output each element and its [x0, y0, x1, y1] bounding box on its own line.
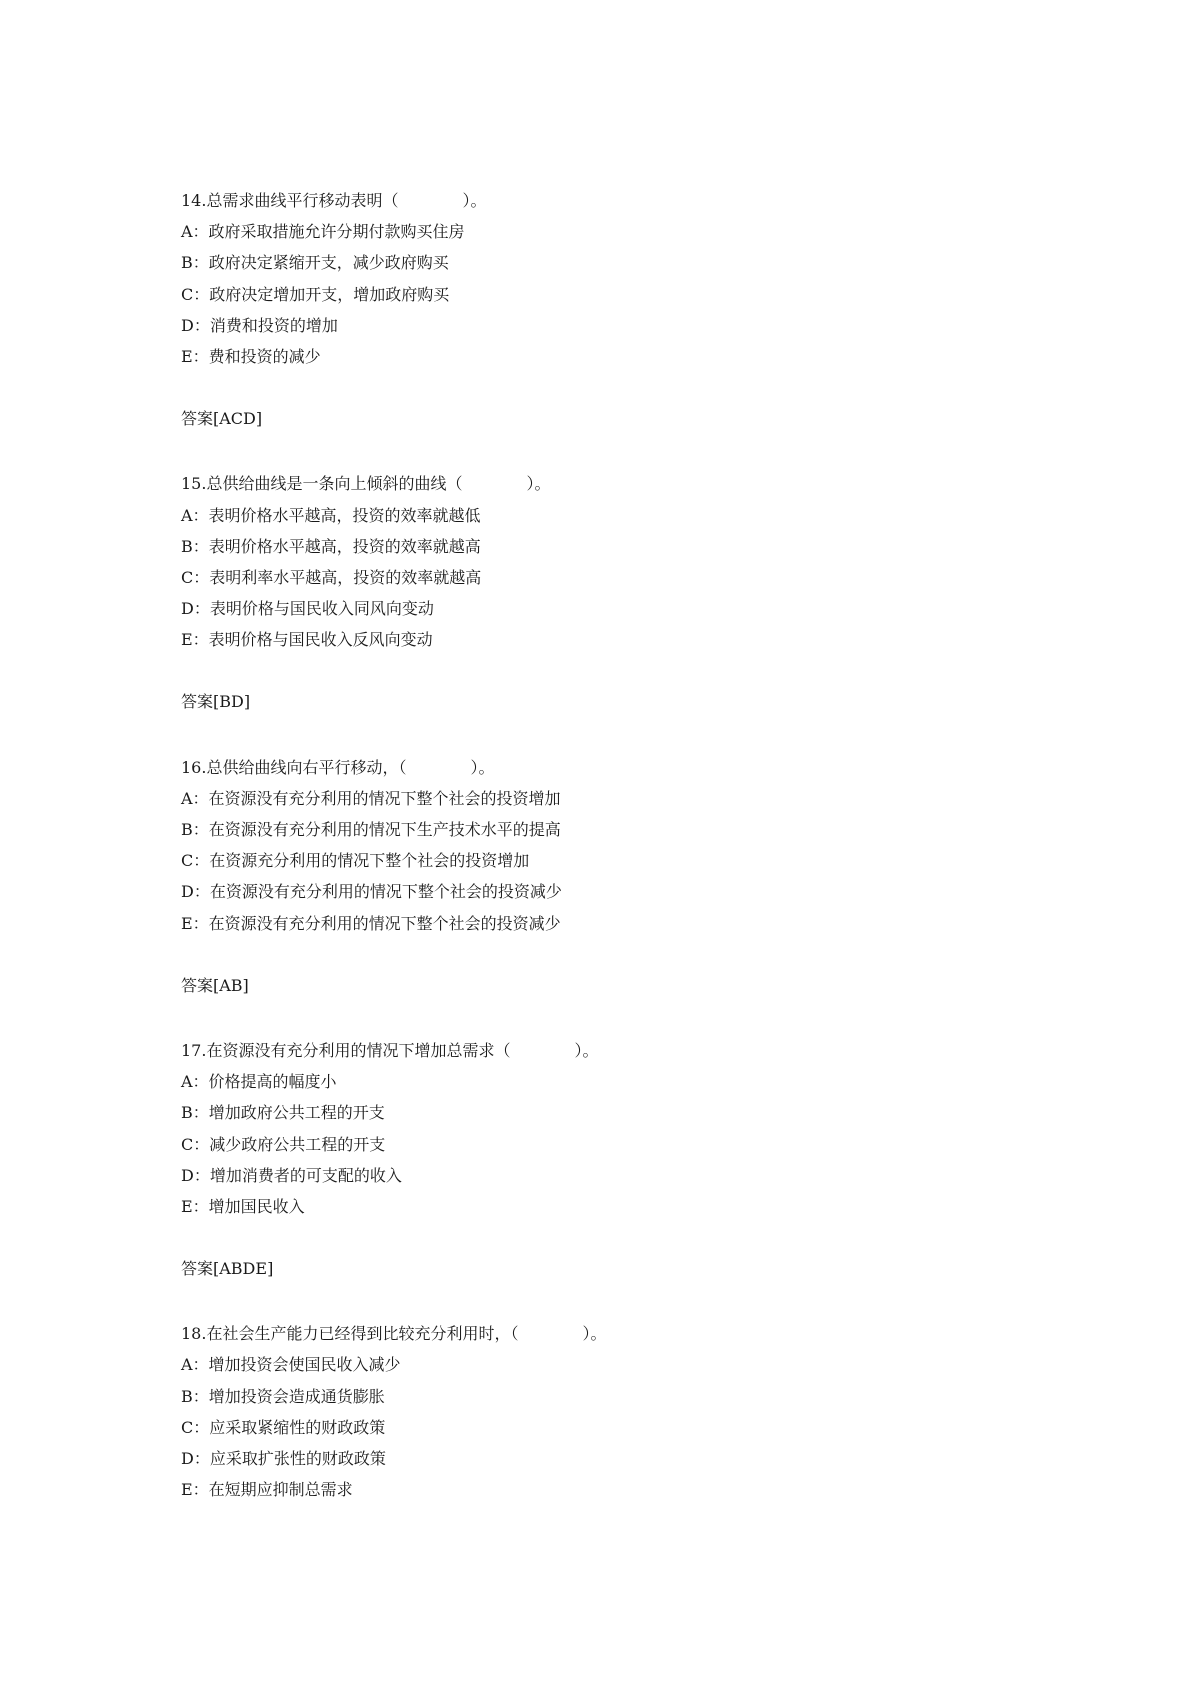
option-a: A：价格提高的幅度小: [181, 1072, 337, 1092]
option-d: D：应采取扩张性的财政政策: [181, 1449, 386, 1468]
option-c: C：表明利率水平越高，投资的效率就越高: [181, 567, 482, 587]
option-a: A：政府采取措施允许分期付款购买住房: [181, 222, 465, 242]
answer-line: 答案[BD]: [181, 692, 251, 712]
option-e: E：费和投资的减少: [181, 346, 321, 366]
option-a: A：增加投资会使国民收入减少: [181, 1355, 401, 1375]
option-b: B：表明价格水平越高，投资的效率就越高: [181, 536, 481, 556]
option-a: A：在资源没有充分利用的情况下整个社会的投资增加: [181, 788, 561, 808]
option-b: B：增加投资会造成通货膨胀: [181, 1386, 385, 1406]
question-stem: 15.总供给曲线是一条向上倾斜的曲线（ ）。: [181, 474, 551, 494]
document-page: [181, 185, 1081, 1505]
question-block: [181, 752, 1081, 1001]
question-block: [181, 185, 1081, 434]
option-d: D：消费和投资的增加: [181, 315, 338, 335]
option-b: B：增加政府公共工程的开支: [181, 1103, 385, 1123]
option-d: D：在资源没有充分利用的情况下整个社会的投资减少: [181, 882, 562, 902]
option-e: E：在短期应抑制总需求: [181, 1480, 353, 1500]
question-stem: 18.在社会生产能力已经得到比较充分利用时，（ ）。: [181, 1324, 607, 1344]
option-c: C：政府决定增加开支，增加政府购买: [181, 284, 450, 304]
option-e: E：在资源没有充分利用的情况下整个社会的投资减少: [181, 913, 561, 933]
answer-line: 答案[ABDE]: [181, 1259, 274, 1279]
option-b: B：政府决定紧缩开支，减少政府购买: [181, 253, 449, 273]
option-c: C：在资源充分利用的情况下整个社会的投资增加: [181, 851, 530, 871]
option-e: E：表明价格与国民收入反风向变动: [181, 630, 433, 650]
question-block: [181, 1035, 1081, 1284]
option-b: B：在资源没有充分利用的情况下生产技术水平的提高: [181, 820, 561, 839]
answer-line: 答案[ACD]: [181, 409, 263, 429]
option-c: C：减少政府公共工程的开支: [181, 1134, 386, 1154]
option-d: D：表明价格与国民收入同风向变动: [181, 599, 434, 619]
option-e: E：增加国民收入: [181, 1196, 305, 1216]
question-stem: 14.总需求曲线平行移动表明（ ）。: [181, 191, 487, 210]
option-d: D：增加消费者的可支配的收入: [181, 1165, 402, 1185]
question-block: [181, 468, 1081, 717]
question-block: [181, 1318, 1081, 1505]
question-stem: 17.在资源没有充分利用的情况下增加总需求（ ）。: [181, 1040, 599, 1060]
answer-line: 答案[AB]: [181, 975, 249, 995]
option-c: C：应采取紧缩性的财政政策: [181, 1417, 386, 1437]
option-a: A：表明价格水平越高，投资的效率就越低: [181, 505, 481, 525]
question-stem: 16.总供给曲线向右平行移动，（ ）。: [181, 757, 495, 777]
